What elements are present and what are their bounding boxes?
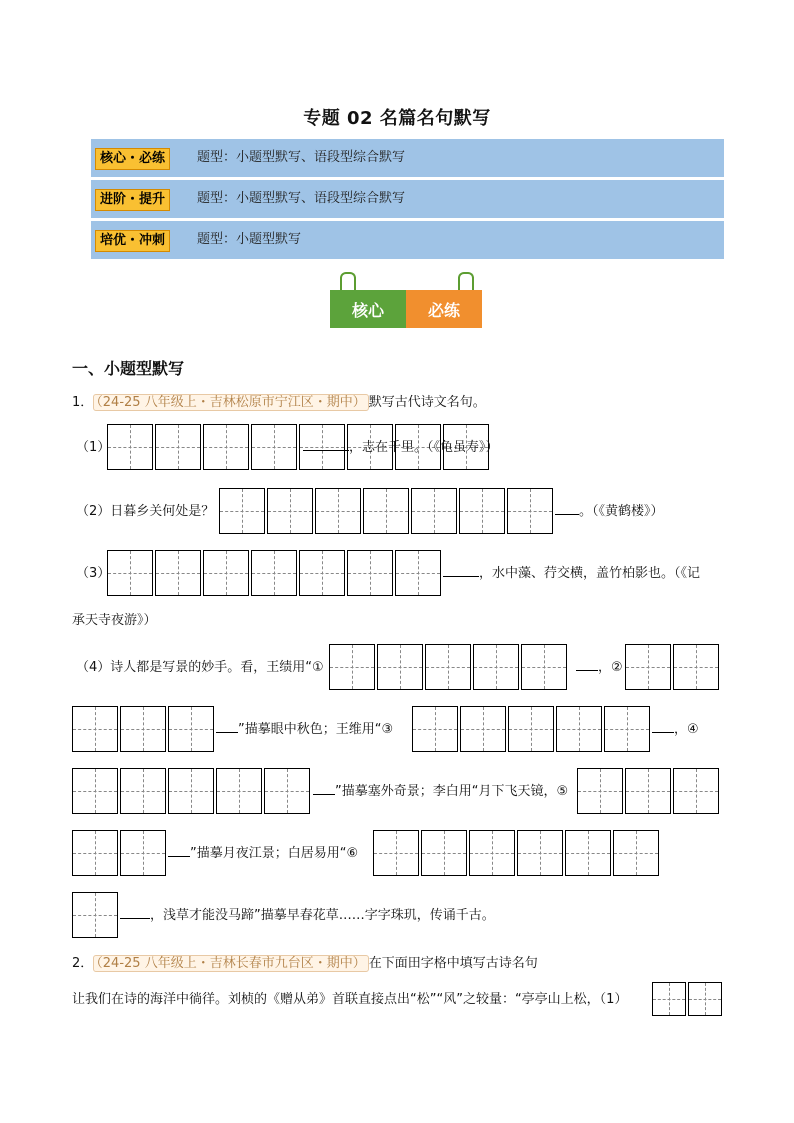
band-tag: 进阶・提升 (95, 189, 170, 211)
banner-left: 核心 (351, 301, 384, 320)
band-text: 题型：小题型默写 (197, 232, 302, 247)
band-excel (91, 221, 724, 259)
question-prompt: 在下面田字格中填写古诗名句 (368, 956, 538, 971)
question-source: （24-25 八年级上・吉林松原市宁江区・期中） (93, 394, 368, 411)
part4-text: ，② (576, 658, 623, 678)
answer-grid[interactable] (72, 706, 216, 752)
question-number: 1． (72, 395, 94, 410)
part-tail: ，水中藻、荇交横，盖竹柏影也。（《记 (443, 564, 700, 584)
answer-grid[interactable] (72, 830, 168, 876)
question-prompt: 默写古代诗文名句。 (368, 395, 486, 410)
answer-grid[interactable] (72, 768, 312, 814)
part4-text: ”描摹塞外奇景；李白用“月下飞天镜，⑤ (313, 782, 568, 802)
band-text: 题型：小题型默写、语段型综合默写 (197, 150, 406, 165)
question-2-line: 让我们在诗的海洋中徜徉。刘桢的《赠从弟》首联直接点出“松”“风”之较量：“亭亭山上松，（1） (72, 992, 628, 1007)
part4-text: ，浅草才能没马蹄”描摹早春花草……字字珠玑，传诵千古。 (120, 906, 495, 926)
answer-grid[interactable] (577, 768, 721, 814)
part-tail: ，志在千里。（《龟虽寿》） (303, 438, 499, 458)
answer-grid[interactable] (652, 982, 724, 1016)
clip-icon (340, 272, 356, 290)
part-label: （1） (76, 440, 111, 455)
band-core (91, 139, 724, 177)
page-title: 专题 02 名篇名句默写 (303, 108, 491, 129)
section-heading: 一、小题型默写 (72, 359, 185, 378)
answer-grid[interactable] (107, 550, 443, 596)
band-tag: 核心・必练 (95, 148, 170, 170)
question-source: （24-25 八年级上・吉林长春市九台区・期中） (93, 955, 368, 972)
question-number: 2． (72, 956, 94, 971)
clip-icon (458, 272, 474, 290)
band-advanced (91, 180, 724, 218)
part4-text: ”描摹眼中秋色；王维用“③ (216, 720, 393, 740)
answer-grid[interactable] (625, 644, 721, 690)
band-text: 题型：小题型默写、语段型综合默写 (197, 191, 406, 206)
answer-grid[interactable] (219, 488, 555, 534)
part-tail: 。（《黄鹤楼》） (555, 502, 664, 522)
band-tag: 培优・冲刺 (95, 230, 170, 252)
question-2-header (72, 954, 538, 974)
part4-text: （4）诗人都是写景的妙手。看，王绩用“① (76, 660, 324, 675)
part4-text: ，④ (652, 720, 699, 740)
part-tail-wrap: 承天寺夜游》） (72, 613, 157, 628)
answer-grid[interactable] (72, 892, 120, 938)
part-label: （3） (76, 566, 111, 581)
answer-grid[interactable] (412, 706, 652, 752)
part-label: （2）日暮乡关何处是？ (76, 504, 215, 519)
answer-grid[interactable] (373, 830, 661, 876)
answer-grid[interactable] (329, 644, 569, 690)
question-1-header (72, 393, 486, 413)
core-banner (330, 290, 482, 328)
part4-text: ”描摹月夜江景；白居易用“⑥ (168, 844, 358, 864)
banner-right: 必练 (427, 301, 460, 320)
